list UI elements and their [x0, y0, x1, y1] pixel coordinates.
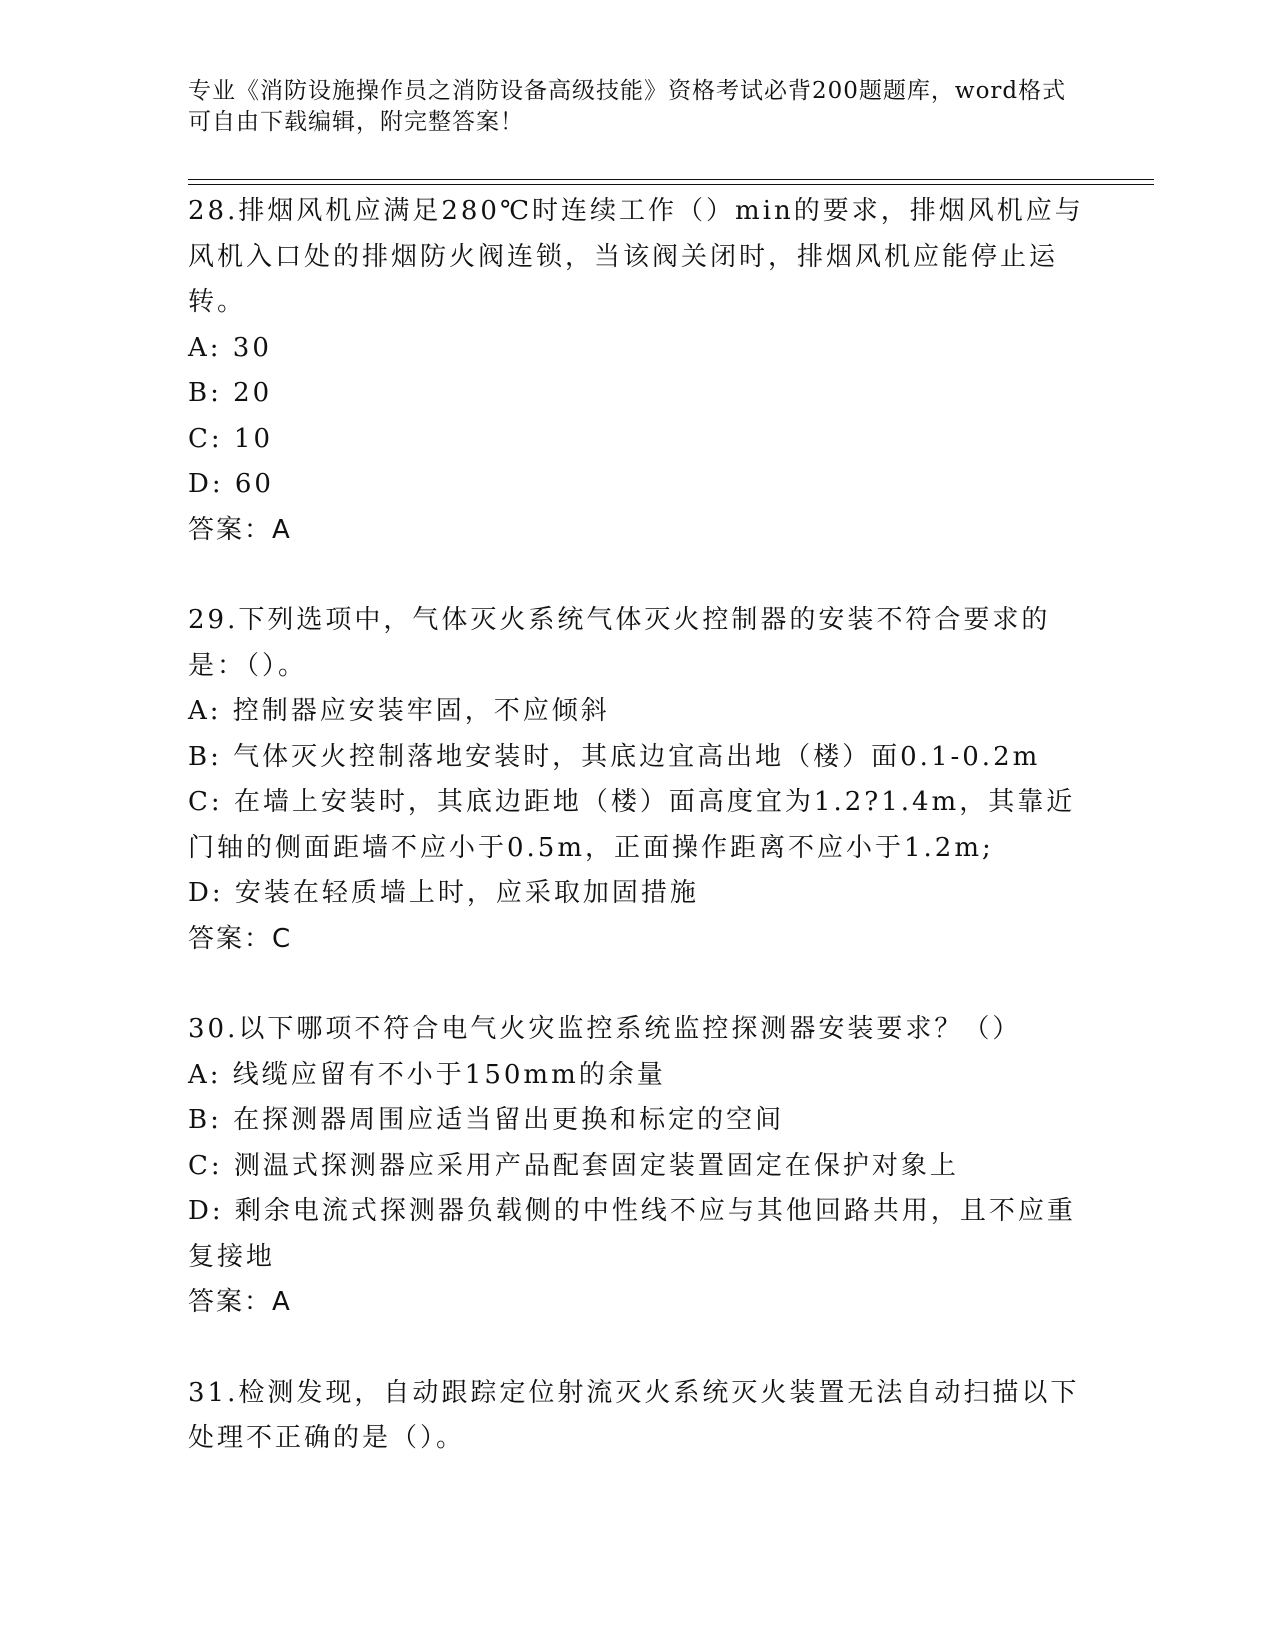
option-c: C: 10 — [188, 423, 274, 454]
question-text: 29.下列选项中，气体灭火系统气体灭火控制器的安装不符合要求的是：（）。 — [188, 605, 1051, 681]
option-a: A: 线缆应留有不小于150mm的余量 — [188, 1059, 666, 1090]
answer — [188, 508, 1088, 554]
answer — [188, 1280, 1088, 1326]
option-b: B: 在探测器周围应适当留出更换和标定的空间 — [188, 1105, 785, 1135]
question-30 — [188, 1007, 1088, 1326]
option-c: C: 测温式探测器应采用产品配套固定装置固定在保护对象上 — [188, 1150, 959, 1181]
question-29 — [188, 598, 1088, 962]
header-divider-top — [188, 179, 1154, 180]
option-c: C: 在墙上安装时，其底边距地（楼）面高度宜为1.2?1.4m，其靠近门轴的侧面距墙不应小于0.5m，正面操作距离不应小于1.2m; — [188, 787, 1076, 863]
answer-value: A — [272, 1287, 292, 1317]
option-b: B: 气体灭火控制落地安装时，其底边宜高出地（楼）面0.1-0.2m — [188, 741, 1041, 772]
header-divider-bottom — [188, 184, 1154, 185]
answer-label: 答案： — [188, 923, 273, 954]
question-text: 30.以下哪项不符合电气火灾监控系统监控探测器安装要求？（） — [188, 1014, 1022, 1044]
document-header: 专业《消防设施操作员之消防设备高级技能》资格考试必背200题题库，word格式可自由下载编辑，附完整答案！ — [188, 78, 1067, 135]
option-a: A: 控制器应安装牢固，不应倾斜 — [188, 696, 610, 726]
option-d: D: 剩余电流式探测器负载侧的中性线不应与其他回路共用，且不应重复接地 — [188, 1196, 1076, 1272]
answer-value: C — [272, 923, 293, 954]
question-31 — [188, 1371, 1088, 1462]
question-text: 28.排烟风机应满足280℃时连续工作（）min的要求，排烟风机应与风机入口处的排烟防火阀连锁，当该阀关闭时，排烟风机应能停止运转。 — [188, 196, 1084, 317]
option-a: A: 30 — [188, 332, 272, 363]
option-d: D: 安装在轻质墙上时，应采取加固措施 — [188, 878, 699, 908]
answer — [188, 917, 1088, 963]
answer-label: 答案： — [188, 514, 273, 545]
question-text: 31.检测发现，自动跟踪定位射流灭火系统灭火装置无法自动扫描以下处理不正确的是（）。 — [188, 1377, 1080, 1453]
option-d: D: 60 — [188, 469, 274, 499]
answer-value: A — [272, 514, 292, 545]
question-list — [188, 189, 1088, 1507]
answer-label: 答案： — [188, 1287, 273, 1317]
question-28 — [188, 189, 1088, 553]
option-b: B: 20 — [188, 378, 273, 408]
